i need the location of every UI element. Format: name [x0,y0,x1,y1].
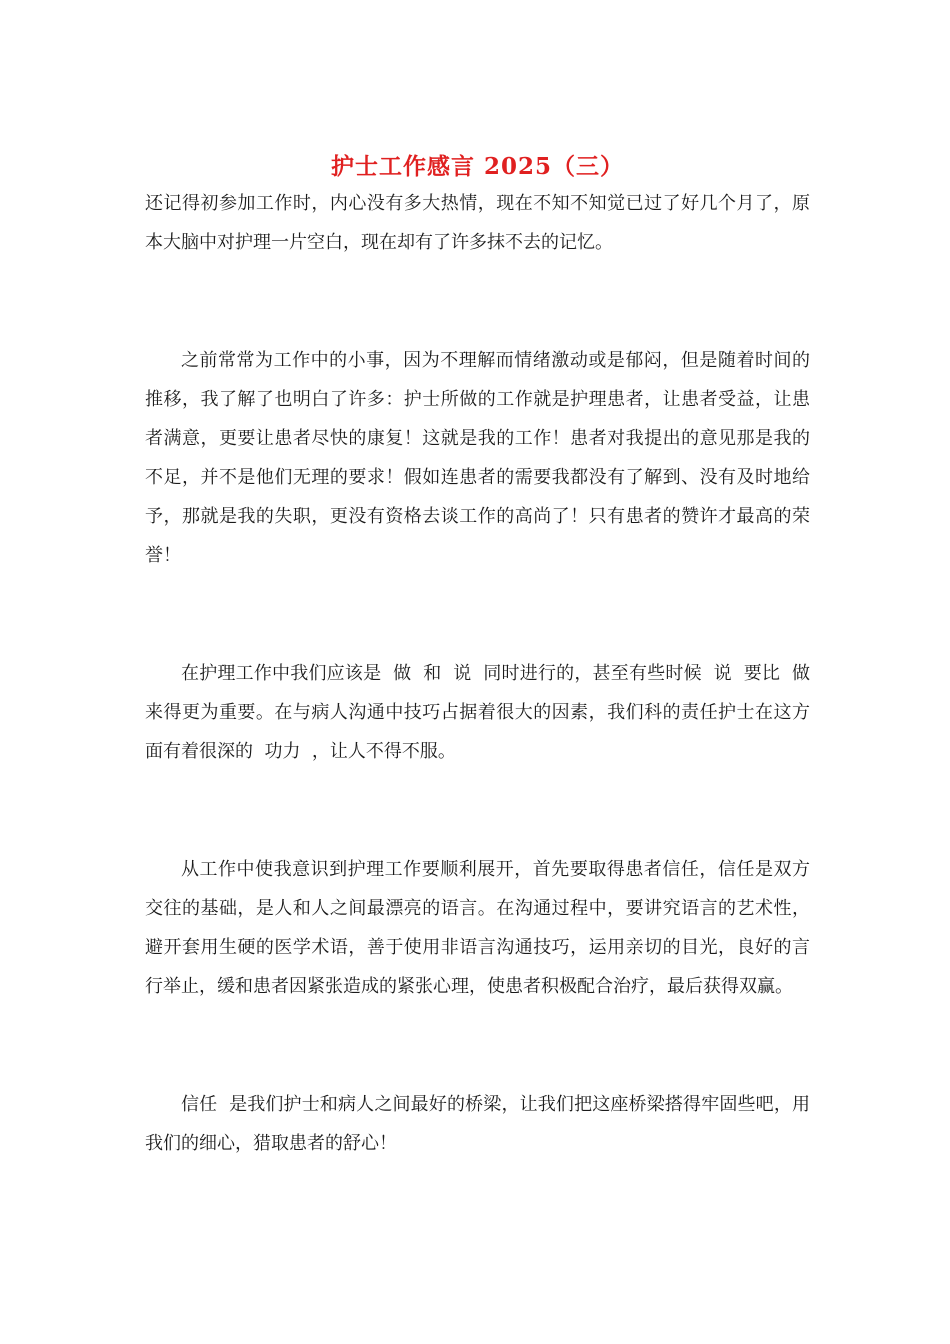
paragraph-5: 信任 是我们护士和病人之间最好的桥梁，让我们把这座桥梁搭得牢固些吧，用我们的细心，猎取患者的舒心！ [145,1094,810,1154]
paragraph-spacer [145,575,810,654]
paragraph-2: 之前常常为工作中的小事，因为不理解而情绪激动或是郁闷，但是随着时间的推移，我了解了也明白了许多：护士所做的工作就是护理患者，让患者受益，让患者满意，更要让患者尽快的康复！这就是我的工作！患者对我提出的意见那是我的不足，并不是他们无理的要求！假如连患者的需要我都没有了解到、没有及时地给予，那就是我的失职，更没有资格去谈工作的高尚了！只有患者的赞许才最高的荣誉！ [145,350,810,566]
paragraph-1: 还记得初参加工作时，内心没有多大热情，现在不知不知觉已过了好几个月了，原本大脑中对护理一片空白，现在却有了许多抹不去的记忆。 [145,193,810,253]
paragraph-3: 在护理工作中我们应该是 做 和 说 同时进行的，甚至有些时候 说 要比 做 来得更为重要。在与病人沟通中技巧占据着很大的因素，我们科的责任护士在这方面有着很深的 功力 ，让人不得不服。 [145,663,822,762]
document-title: 护士工作感言 2025（三） [330,153,625,180]
document-page [145,150,822,1163]
paragraph-spacer [145,1006,810,1085]
paragraph-spacer [145,262,810,341]
paragraph-4: 从工作中使我意识到护理工作要顺利展开，首先要取得患者信任，信任是双方交往的基础，是人和人之间最漂亮的语言。在沟通过程中，要讲究语言的艺术性，避开套用生硬的医学术语，善于使用非语言沟通技巧，运用亲切的目光，良好的言行举止，缓和患者因紧张造成的紧张心理，使患者积极配合治疗，最后获得双赢。 [145,859,810,997]
paragraph-spacer [145,771,810,850]
